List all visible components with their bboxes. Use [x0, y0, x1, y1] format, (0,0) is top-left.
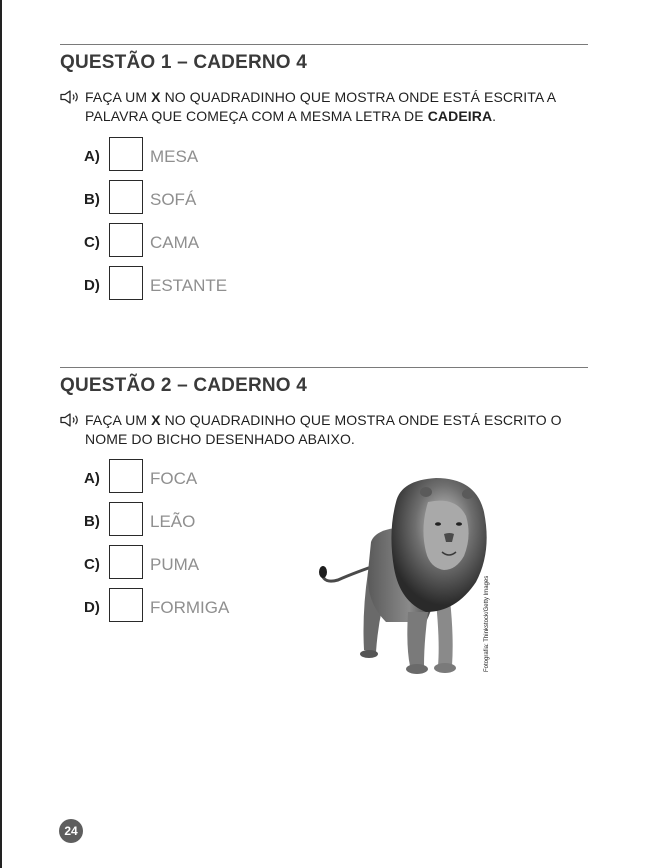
instruction-text: FAÇA UM: [85, 89, 152, 105]
instruction-text: .: [492, 108, 497, 124]
page-number-badge: 24: [59, 819, 83, 843]
question-1-section: [60, 44, 588, 126]
answer-checkbox[interactable]: [109, 266, 143, 300]
option-letter: C): [84, 234, 100, 251]
speaker-icon[interactable]: [60, 90, 80, 104]
answer-checkbox[interactable]: [109, 137, 143, 171]
instruction-x: X: [151, 412, 161, 428]
option-text: MESA: [150, 147, 199, 166]
answer-checkbox[interactable]: [109, 545, 143, 579]
answer-checkbox[interactable]: [109, 459, 143, 493]
instruction-text: FAÇA UM: [85, 412, 152, 428]
page-left-border: [0, 0, 2, 868]
answer-checkbox[interactable]: [109, 223, 143, 257]
option-text: PUMA: [150, 555, 200, 574]
option-letter: D): [84, 599, 100, 616]
answer-checkbox[interactable]: [109, 180, 143, 214]
option-letter: A): [84, 470, 100, 487]
question-2-instruction: [60, 411, 588, 449]
option-text: SOFÁ: [150, 190, 197, 209]
question-1-title: QUESTÃO 1 – CADERNO 4: [60, 52, 308, 73]
option-text: FORMIGA: [150, 598, 230, 617]
option-letter: A): [84, 148, 100, 165]
question-1-instruction: [60, 88, 588, 126]
instruction-text: NO QUADRADINHO QUE MOSTRA ONDE ESTÁ ESCRITO O NOME DO BICHO DESENHADO ABAIXO.: [85, 412, 562, 447]
option-letter: C): [84, 556, 100, 573]
option-text: ESTANTE: [150, 276, 228, 295]
option-text: LEÃO: [150, 512, 196, 531]
instruction-text: NO QUADRADINHO QUE MOSTRA ONDE ESTÁ ESCRITA A PALAVRA QUE COMEÇA COM A MESMA LETRA DE: [85, 89, 556, 124]
speaker-icon[interactable]: [60, 413, 80, 427]
question-2-title: QUESTÃO 2 – CADERNO 4: [60, 375, 308, 396]
option-letter: B): [84, 513, 100, 530]
answer-checkbox[interactable]: [109, 588, 143, 622]
option-letter: D): [84, 277, 100, 294]
section-divider: [60, 44, 588, 45]
option-text: FOCA: [150, 469, 198, 488]
option-text: CAMA: [150, 233, 200, 252]
section-divider: [60, 367, 588, 368]
answer-checkbox[interactable]: [109, 502, 143, 536]
image-credit: Fotografia: Thinkstock/Getty Images: [484, 575, 490, 672]
option-letter: B): [84, 191, 100, 208]
instruction-keyword: CADEIRA: [427, 108, 493, 124]
instruction-x: X: [151, 89, 161, 105]
lion-photo: [316, 472, 504, 684]
question-2-section: [60, 367, 588, 449]
